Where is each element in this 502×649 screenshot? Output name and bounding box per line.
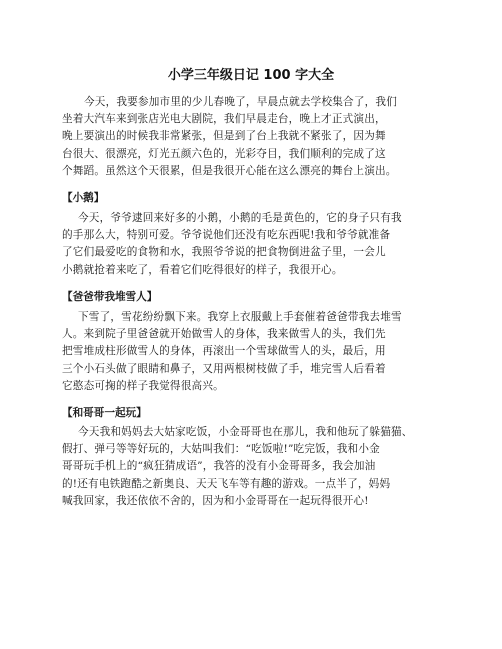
text-line: 坐着大汽车来到张店光电大剧院，我们早晨走台，晚上才正式演出， xyxy=(62,113,386,126)
text-line: 哥哥玩手机上的“疯狂猜成语”，我答的没有小金哥哥多，我会加油 xyxy=(62,460,376,473)
text-line: 人。来到院子里爸爸就开始做雪人的身体，我来做雪人的头，我们先 xyxy=(62,328,386,341)
paragraph-snowman xyxy=(62,309,447,395)
text-line: 了它们最爱吃的食物和水，我照爷爷说的把食物倒进盆子里，一会儿 xyxy=(62,246,386,259)
text-line: 今天，我要参加市里的少儿春晚了，早晨点就去学校集合了，我们 xyxy=(84,96,398,108)
paragraph-play-with-brother xyxy=(62,424,447,510)
text-line: 它憨态可掬的样子我觉得很高兴。 xyxy=(62,379,224,392)
text-line: 台很大、很漂亮，灯光五颜六色的，光彩夺目，我们顺利的完成了这 xyxy=(62,147,386,160)
text-line: 三个小石头做了眼睛和鼻子，又用两根树枝做了手，堆完雪人后看着 xyxy=(62,362,386,375)
section-heading-snowman: 【爸爸带我堆雪人】 xyxy=(62,291,158,303)
text-line: 今天我和妈妈去大姑家吃饭，小金哥哥也在那儿，我和他玩了躲猫猫、 xyxy=(78,426,413,438)
text-line: 个舞蹈。虽然这个天很累，但是我很开心能在这么漂亮的舞台上演出。 xyxy=(62,164,397,177)
document-title: 小学三年级日记 100 字大全 xyxy=(167,68,335,83)
section-heading-play-with-brother: 【和哥哥一起玩】 xyxy=(62,407,147,419)
paragraph-performance xyxy=(62,94,447,180)
text-line: 假打、弹弓等等好玩的，大姑叫我们：“吃饭啦!”吃完饭，我和小金 xyxy=(62,443,380,456)
section-heading-goslings: 【小鹅】 xyxy=(62,192,105,204)
text-line: 下雪了，雪花纷纷飘下来。我穿上衣服戴上手套催着爸爸带我去堆雪 xyxy=(78,311,402,323)
text-line: 晚上要演出的时候我非常紧张，但是到了台上我就不紧张了，因为舞 xyxy=(62,130,386,143)
text-line: 喊我回家，我还依依不舍的，因为和小金哥哥在一起玩得很开心! xyxy=(62,494,369,507)
text-line: 的!还有电铁跑酷之新奥良、天天飞车等有趣的游戏。一点半了，妈妈 xyxy=(62,477,391,490)
text-line: 今天，爷爷逮回来好多的小鹅，小鹅的毛是黄色的，它的身子只有我 xyxy=(78,212,402,224)
text-line: 小鹅就抢着来吃了，看着它们吃得很好的样子，我很开心。 xyxy=(62,263,343,276)
text-line: 的手那么大，特别可爱。爷爷说他们还没有吃东西呢!我和爷爷就准备 xyxy=(62,229,391,242)
text-line: 把雪堆成柱形做雪人的身体，再滚出一个雪球做雪人的头，最后，用 xyxy=(62,345,386,358)
paragraph-goslings xyxy=(62,210,447,279)
